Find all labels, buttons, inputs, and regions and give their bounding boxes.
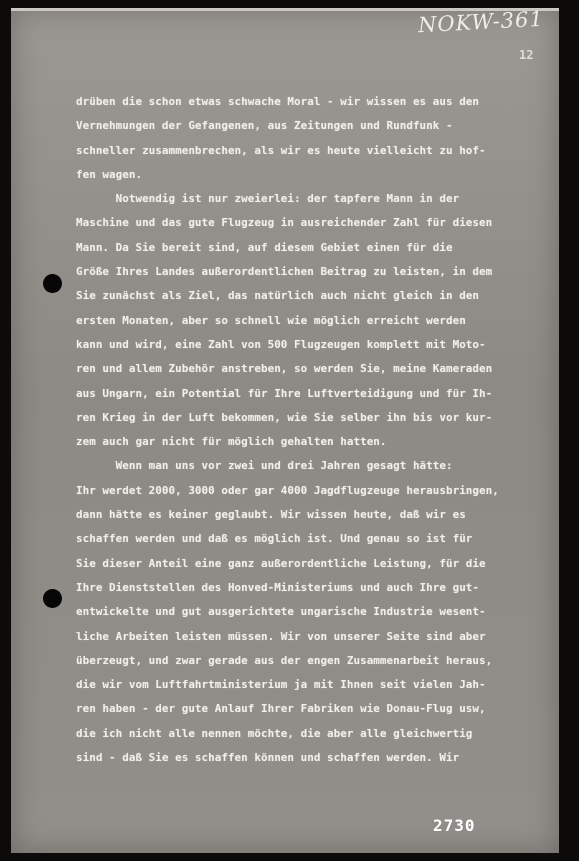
text-line: Ihr werdet 2000, 3000 oder gar 4000 Jagdflugzeuge herausbringen, — [76, 483, 499, 497]
text-line: ersten Monaten, aber so schnell wie möglich erreicht werden — [76, 313, 466, 327]
text-line: zem auch gar nicht für möglich gehalten hatten. — [76, 435, 387, 449]
text-line: ren haben - der gute Anlauf Ihrer Fabriken wie Donau-Flug usw, — [76, 702, 486, 716]
text-line: schaffen werden und daß es möglich ist. Und genau so ist für — [76, 532, 473, 546]
archive-page-number: 2730 — [433, 816, 476, 835]
text-line: Sie zunächst als Ziel, das natürlich auch nicht gleich in den — [76, 289, 480, 303]
punch-hole-upper — [43, 274, 62, 293]
text-line: Vernehmungen der Gefangenen, aus Zeitungen und Rundfunk - — [76, 119, 453, 133]
text-line: drüben die schon etwas schwache Moral - wir wissen es aus den — [76, 95, 480, 108]
page-number: 12 — [519, 48, 534, 62]
typewritten-text-block — [76, 90, 556, 770]
text-line: kann und wird, eine Zahl von 500 Flugzeugen komplett mit Moto- — [76, 337, 486, 351]
text-line: Wenn man uns vor zwei und drei Jahren gesagt hätte: — [76, 459, 453, 473]
text-line: aus Ungarn, ein Potential für Ihre Luftverteidigung und für Ih- — [76, 386, 493, 400]
text-line: Größe Ihres Landes außerordentlichen Beitrag zu leisten, in dem — [76, 265, 493, 279]
text-line: liche Arbeiten leisten müssen. Wir von unserer Seite sind aber — [76, 629, 486, 643]
text-line: ren und allem Zubehör anstreben, so werden Sie, meine Kameraden — [76, 362, 493, 376]
text-line: dann hätte es keiner geglaubt. Wir wissen heute, daß wir es — [76, 508, 466, 522]
text-line: Maschine und das gute Flugzeug in ausreichender Zahl für diesen — [76, 216, 493, 230]
text-line: sind - daß Sie es schaffen können und schaffen werden. Wir — [76, 751, 460, 765]
text-line: Mann. Da Sie bereit sind, auf diesem Gebiet einen für die — [76, 240, 453, 254]
text-line: schneller zusammenbrechen, als wir es heute vielleicht zu hof- — [76, 143, 486, 157]
text-line: die wir vom Luftfahrtministerium ja mit Ihnen seit vielen Jah- — [76, 678, 486, 692]
handwritten-reference-code: NOKW-361 — [417, 6, 545, 38]
text-line: Sie dieser Anteil eine ganz außerordentliche Leistung, für die — [76, 556, 486, 570]
punch-hole-lower — [43, 589, 62, 608]
text-line: überzeugt, und zwar gerade aus der engen Zusammenarbeit heraus, — [76, 653, 493, 667]
text-line: die ich nicht alle nennen möchte, die aber alle gleichwertig — [76, 726, 473, 740]
text-line: Notwendig ist nur zweierlei: der tapfere Mann in der — [76, 192, 460, 206]
text-line: entwickelte und gut ausgerichtete ungarische Industrie wesent- — [76, 605, 486, 619]
text-line: fen wagen. — [76, 167, 143, 181]
text-line: Ihre Dienststellen des Honved-Ministeriums und auch Ihre gut- — [76, 580, 480, 594]
text-line: ren Krieg in der Luft bekommen, wie Sie selber ihn bis vor kur- — [76, 410, 493, 424]
